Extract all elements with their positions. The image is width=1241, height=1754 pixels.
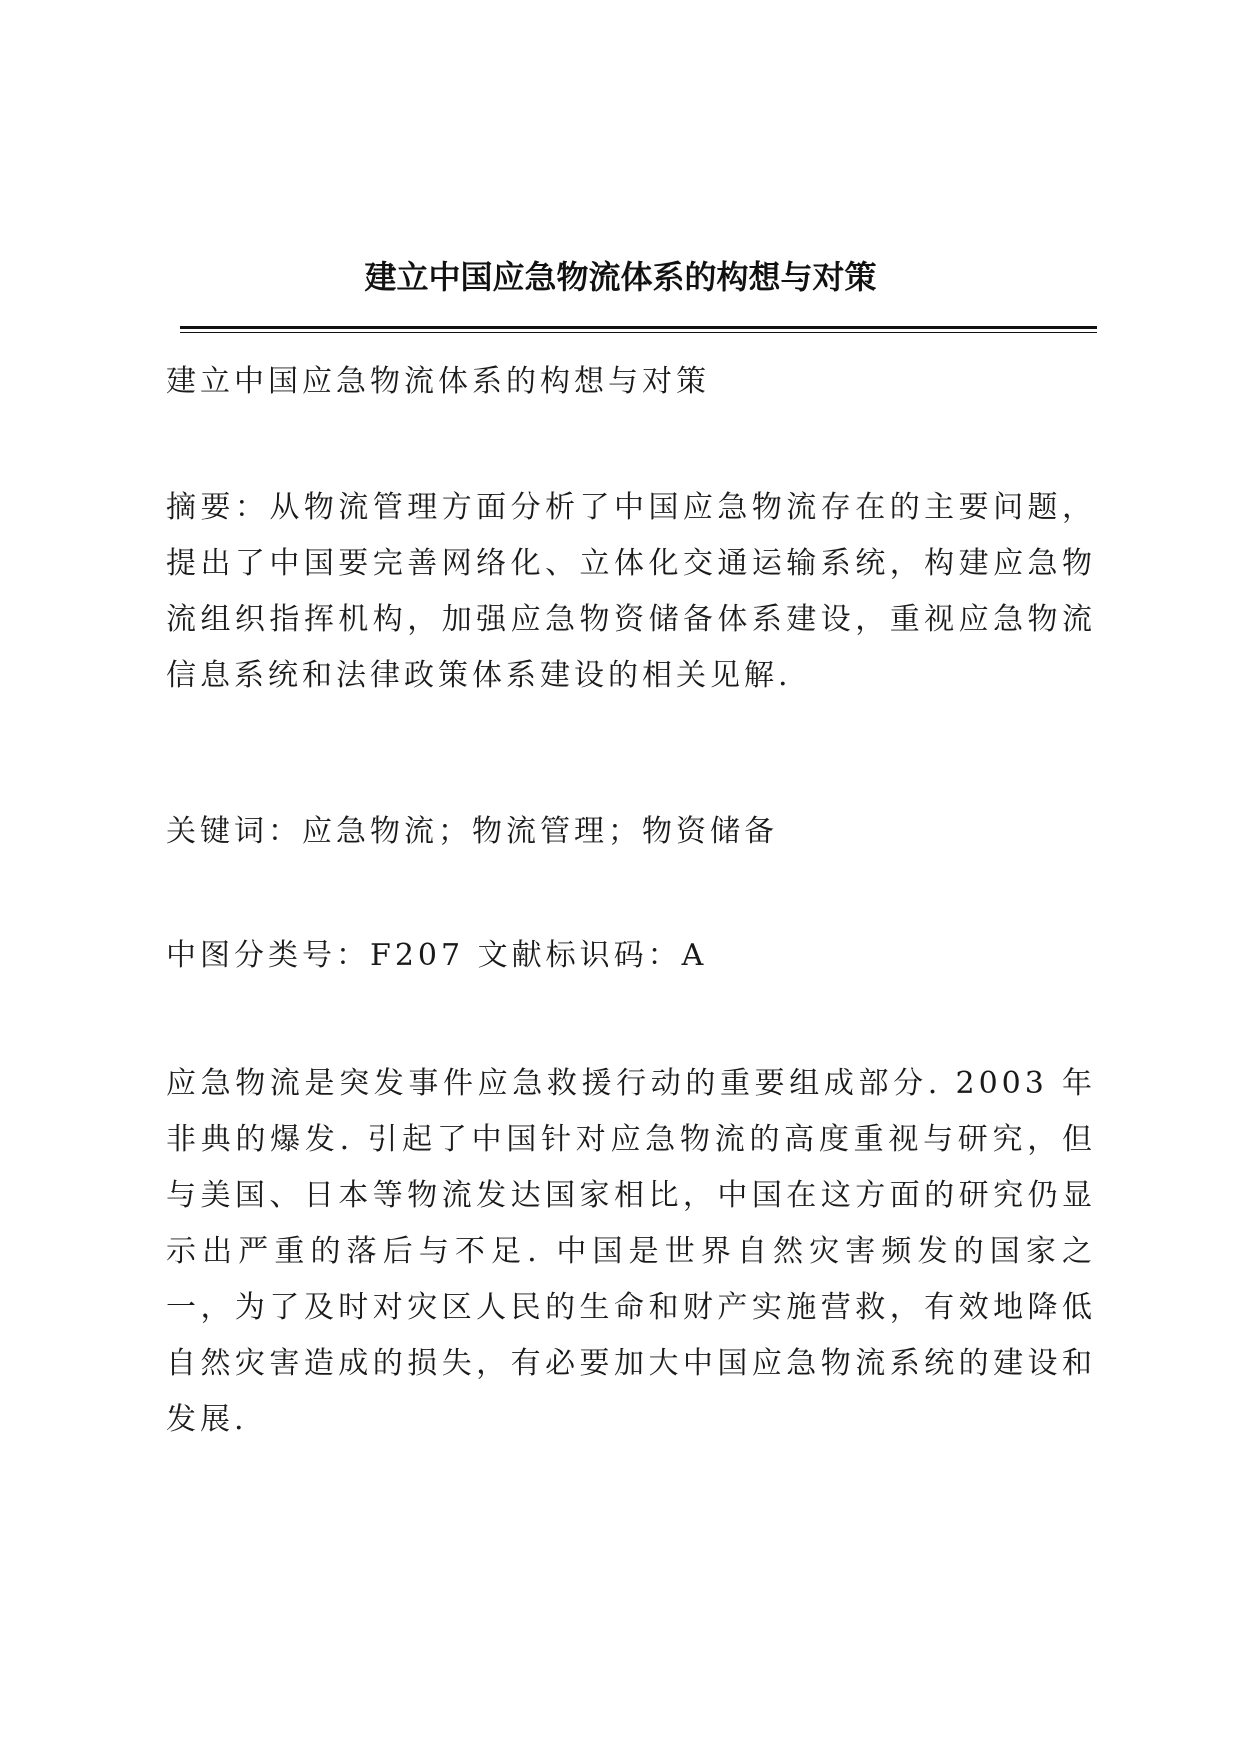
keywords-line: 关键词：应急物流；物流管理；物资储备 [166, 814, 778, 849]
classification-line: 中图分类号：F207 文献标识码：A [166, 938, 708, 973]
header-rule-thick [180, 326, 1097, 329]
intro-paragraph: 应急物流是突发事件应急救援行动的重要组成部分. 2003 年非典的爆发. 引起了中国针对应急物流的高度重视与研究，但与美国、日本等物流发达国家相比，中国在这方面的研究仍显示出严重的落后与不足. 中国是世界自然灾害频发的国家之一，为了及时对灾区人民的生命和财产实施营救，有效地降低自然灾害造成的损失，有必要加大中国应急物流系统的建设和发展. [166, 1066, 1096, 1437]
page-header-title: 建立中国应急物流体系的构想与对策 [364, 258, 877, 296]
header-rule-thin [180, 332, 1097, 333]
abstract-paragraph: 摘要：从物流管理方面分析了中国应急物流存在的主要问题，提出了中国要完善网络化、立体化交通运输系统，构建应急物流组织指挥机构，加强应急物资储备体系建设，重视应急物流信息系统和法律政策体系建设的相关见解. [166, 490, 1096, 693]
article-title: 建立中国应急物流体系的构想与对策 [166, 364, 710, 399]
